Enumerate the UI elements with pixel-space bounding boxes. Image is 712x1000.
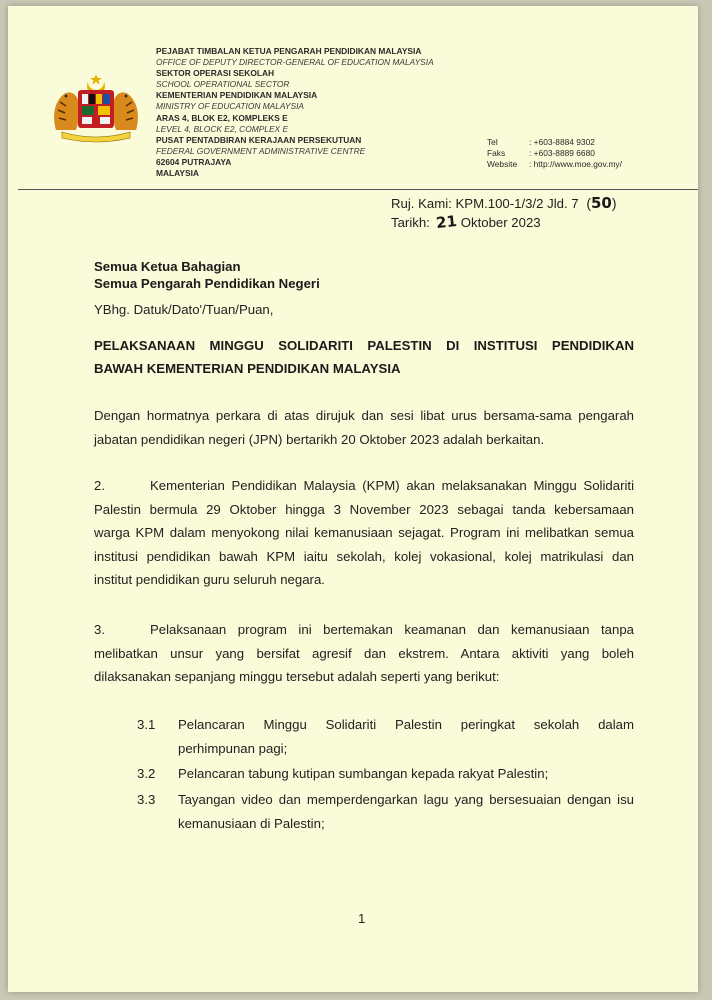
paragraph-line: Pelaksanaan program ini bertemakan keamanan dan kemanusiaan tanpa — [150, 622, 634, 637]
handwritten-ref-number: 50 — [590, 194, 612, 212]
letter-page — [8, 6, 698, 992]
fax-value: : +603-8889 6680 — [529, 148, 595, 159]
recipients — [94, 258, 320, 292]
list-item-number: 3.3 — [137, 792, 156, 807]
contact-block — [487, 137, 622, 170]
list-item-line: Tayangan video dan memperdengarkan lagu yang bersesuaian dengan isu — [178, 792, 634, 807]
title-line: BAWAH KEMENTERIAN PENDIDIKAN MALAYSIA — [94, 361, 401, 376]
fax-label: Faks — [487, 148, 506, 159]
paragraph-line: warga KPM dalam menyokong nilai kemanusiaan sejagat. Program ini melibatkan semua — [94, 525, 634, 540]
letterhead-line: KEMENTERIAN PENDIDIKAN MALAYSIA — [156, 90, 318, 101]
paragraph-line: Dengan hormatnya perkara di atas dirujuk dan sesi libat urus bersama-sama pengarah — [94, 408, 634, 423]
letterhead-line: 62604 PUTRAJAYA — [156, 156, 232, 167]
letterhead-address — [156, 46, 434, 179]
letterhead-line: PUSAT PENTADBIRAN KERAJAAN PERSEKUTUAN — [156, 134, 362, 145]
list-item-line: Pelancaran tabung kutipan sumbangan kepada rakyat Palestin; — [178, 766, 549, 781]
paragraph-3 — [94, 618, 634, 689]
letter-title — [94, 334, 634, 380]
website-label: Website — [487, 159, 518, 170]
paragraph-line: institusi pendidikan bawah KPM iaitu sekolah, kolej vokasional, kolej matrikulasi dan — [94, 548, 634, 564]
paragraph-line: Kementerian Pendidikan Malaysia (KPM) akan melaksanakan Minggu Solidariti — [150, 478, 634, 493]
salutation: YBhg. Datuk/Dato'/Tuan/Puan, — [94, 302, 274, 317]
paragraph-2 — [94, 474, 634, 592]
recipient-line: Semua Pengarah Pendidikan Negeri — [94, 276, 320, 291]
letterhead-line: ARAS 4, BLOK E2, KOMPLEKS E — [156, 112, 288, 123]
letterhead-line: MALAYSIA — [156, 168, 199, 179]
list-item-number: 3.1 — [137, 717, 156, 732]
coat-of-arms-icon — [48, 72, 144, 144]
letterhead-line: OFFICE OF DEPUTY DIRECTOR-GENERAL OF EDUCATION MALAYSIA — [156, 57, 434, 68]
paragraph-line: dilaksanakan sepanjang minggu tersebut adalah seperti yang berikut: — [94, 669, 500, 684]
reference-block: Ruj. Kami: KPM.100-1/3/2 Jld. 7 (50) Tarikh: 21 Oktober 2023 — [391, 194, 617, 233]
list-item-line: kemanusiaan di Palestin; — [178, 815, 325, 831]
letterhead-line: SEKTOR OPERASI SEKOLAH — [156, 68, 275, 79]
date-label: Tarikh: — [391, 215, 430, 230]
paragraph-line: jabatan pendidikan negeri (JPN) bertarikh 20 Oktober 2023 adalah berkaitan. — [94, 431, 545, 447]
tel-label: Tel — [487, 137, 498, 147]
letterhead-line: FEDERAL GOVERNMENT ADMINISTRATIVE CENTRE — [156, 145, 366, 156]
paragraph-line: Palestin bermula 29 Oktober hingga 3 November 2023 sebagai tanda kebersamaan — [94, 501, 634, 517]
paragraph-1 — [94, 404, 634, 451]
website-link[interactable]: : http://www.moe.gov.my/ — [529, 159, 622, 170]
paragraph-line: melibatkan unsur yang bersifat agresif dan ekstrem. Antara aktiviti yang boleh — [94, 645, 634, 661]
header-divider — [18, 189, 698, 190]
reference-number: Ruj. Kami: KPM.100-1/3/2 Jld. 7 — [391, 196, 579, 211]
letterhead-line: SCHOOL OPERATIONAL SECTOR — [156, 79, 290, 90]
recipient-line: Semua Ketua Bahagian — [94, 259, 241, 274]
page-number: 1 — [358, 911, 366, 926]
date-month-year: Oktober 2023 — [460, 215, 541, 230]
list-item-number: 3.2 — [137, 766, 156, 781]
list-item-line: perhimpunan pagi; — [178, 740, 288, 756]
title-line: PELAKSANAAN MINGGU SOLIDARITI PALESTIN DI INSTITUSI PENDIDIKAN — [94, 338, 634, 353]
list-item-line: Pelancaran Minggu Solidariti Palestin peringkat sekolah dalam — [178, 717, 634, 732]
letterhead-line: MINISTRY OF EDUCATION MALAYSIA — [156, 101, 304, 112]
paragraph-number: 3. — [94, 622, 105, 637]
paragraph-number: 2. — [94, 478, 105, 493]
paragraph-line: institut pendidikan guru seluruh negara. — [94, 572, 325, 587]
tel-value: : +603-8884 9302 — [529, 137, 595, 147]
letterhead-line: PEJABAT TIMBALAN KETUA PENGARAH PENDIDIKAN MALAYSIA — [156, 46, 422, 56]
handwritten-day: 21 — [434, 211, 458, 233]
letterhead-line: LEVEL 4, BLOCK E2, COMPLEX E — [156, 123, 289, 134]
